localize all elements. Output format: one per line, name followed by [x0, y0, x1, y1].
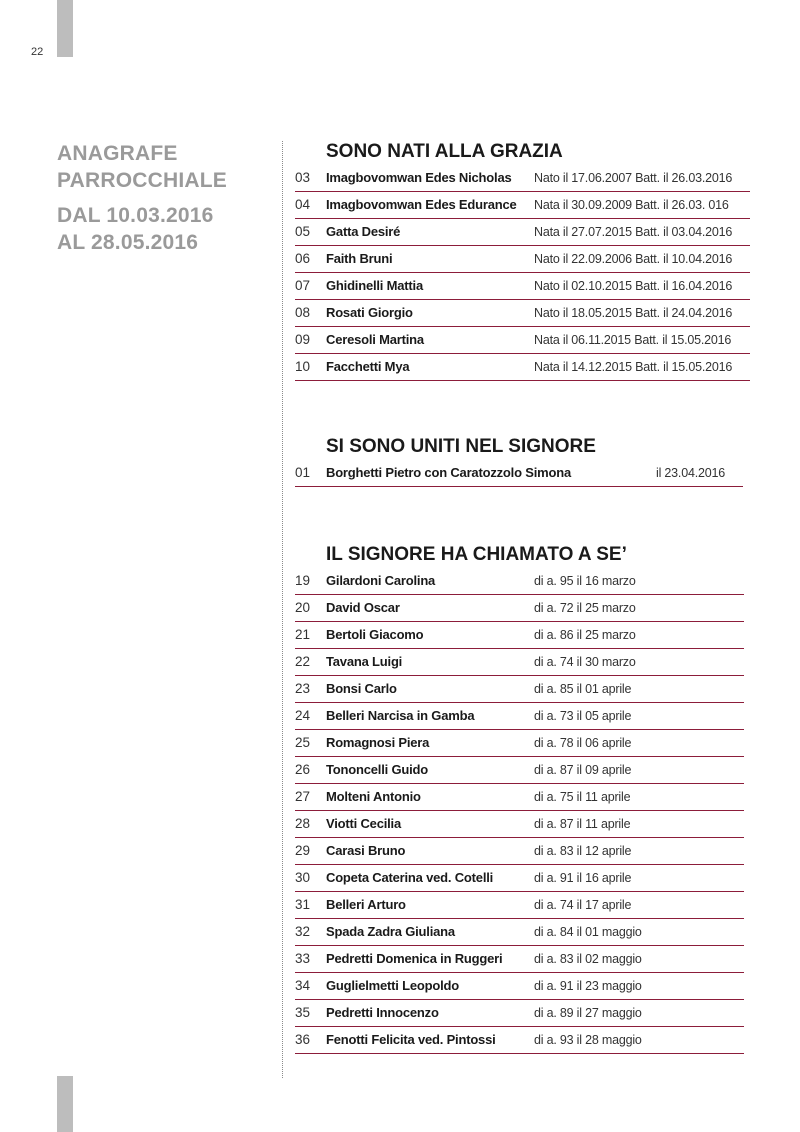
entry-name: Rosati Giorgio	[326, 305, 413, 320]
list-item	[295, 757, 744, 784]
entry-num: 23	[295, 681, 311, 696]
entry-detail: di a. 74 il 30 marzo	[534, 655, 636, 669]
list-item	[295, 1027, 744, 1054]
list-item	[295, 676, 744, 703]
entry-detail: di a. 83 il 12 aprile	[534, 844, 632, 858]
entry-detail: di a. 73 il 05 aprile	[534, 709, 632, 723]
entry-name: Imagbovomwan Edes Edurance	[326, 197, 517, 212]
list-item	[295, 219, 750, 246]
list-item	[295, 622, 744, 649]
entry-num: 08	[295, 305, 311, 320]
entry-detail: Nata il 27.07.2015 Batt. il 03.04.2016	[534, 225, 733, 239]
births-section	[295, 138, 750, 381]
deaths-section	[295, 541, 744, 1054]
entry-num: 01	[295, 465, 311, 480]
entry-num: 04	[295, 197, 311, 212]
sidebar-title	[57, 140, 272, 256]
list-item	[295, 649, 744, 676]
entry-num: 06	[295, 251, 311, 266]
entry-name: Belleri Arturo	[326, 897, 406, 912]
entry-detail: Nata il 14.12.2015 Batt. il 15.05.2016	[534, 360, 733, 374]
entry-num: 25	[295, 735, 311, 750]
entry-name: Fenotti Felicita ved. Pintossi	[326, 1032, 496, 1047]
births-list	[295, 165, 750, 381]
marriages-list	[295, 460, 743, 487]
list-item	[295, 838, 744, 865]
entry-detail: di a. 75 il 11 aprile	[534, 790, 631, 804]
entry-num: 30	[295, 870, 311, 885]
entry-detail: di a. 74 il 17 aprile	[534, 898, 632, 912]
list-item	[295, 946, 744, 973]
marriages-section	[295, 433, 743, 487]
sidebar-range-line-2: AL 28.05.2016	[57, 231, 199, 254]
list-item	[295, 354, 750, 381]
entry-num: 35	[295, 1005, 311, 1020]
list-item	[295, 568, 744, 595]
entry-num: 05	[295, 224, 311, 239]
entry-detail: di a. 89 il 27 maggio	[534, 1006, 642, 1020]
entry-name: Tononcelli Guido	[326, 762, 428, 777]
entry-num: 32	[295, 924, 311, 939]
sidebar-range-line-1: DAL 10.03.2016	[57, 204, 214, 227]
sidebar-title-line-2: PARROCCHIALE	[57, 169, 228, 192]
list-item	[295, 973, 744, 1000]
list-item	[295, 273, 750, 300]
entry-name: Pedretti Domenica in Ruggeri	[326, 951, 503, 966]
entry-num: 34	[295, 978, 311, 993]
entry-detail: di a. 83 il 02 maggio	[534, 952, 642, 966]
entry-num: 31	[295, 897, 311, 912]
list-item	[295, 246, 750, 273]
entry-name: Gatta Desiré	[326, 224, 401, 239]
entry-name: Spada Zadra Giuliana	[326, 924, 455, 939]
entry-name: Faith Bruni	[326, 251, 393, 266]
entry-num: 27	[295, 789, 311, 804]
entry-num: 09	[295, 332, 311, 347]
list-item	[295, 784, 744, 811]
entry-name: Tavana Luigi	[326, 654, 403, 669]
entry-num: 20	[295, 600, 311, 615]
entry-detail: Nato il 18.05.2015 Batt. il 24.04.2016	[534, 306, 733, 320]
list-item	[295, 703, 744, 730]
page-number: 22	[31, 46, 44, 58]
list-item	[295, 192, 750, 219]
entry-detail: di a. 91 il 23 maggio	[534, 979, 642, 993]
entry-num: 28	[295, 816, 311, 831]
entry-detail: di a. 91 il 16 aprile	[534, 871, 632, 885]
list-item	[295, 730, 744, 757]
entry-detail: di a. 87 il 09 aprile	[534, 763, 632, 777]
entry-num: 22	[295, 654, 311, 669]
entry-num: 10	[295, 359, 311, 374]
entry-name: Belleri Narcisa in Gamba	[326, 708, 475, 723]
entry-name: Ghidinelli Mattia	[326, 278, 423, 293]
entry-name: Bonsi Carlo	[326, 681, 397, 696]
entry-name: Molteni Antonio	[326, 789, 421, 804]
list-item	[295, 595, 744, 622]
entry-num: 29	[295, 843, 311, 858]
births-title: SONO NATI ALLA GRAZIA	[326, 141, 563, 162]
entry-num: 07	[295, 278, 311, 293]
entry-detail: Nato il 22.09.2006 Batt. il 10.04.2016	[534, 252, 733, 266]
page-tab-bottom	[57, 1076, 73, 1132]
entry-num: 21	[295, 627, 311, 642]
deaths-list	[295, 568, 744, 1054]
entry-name: Carasi Bruno	[326, 843, 406, 858]
entry-name: Romagnosi Piera	[326, 735, 430, 750]
entry-detail: Nata il 30.09.2009 Batt. il 26.03. 016	[534, 198, 729, 212]
list-item	[295, 1000, 744, 1027]
entry-name: Copeta Caterina ved. Cotelli	[326, 870, 494, 885]
dotted-divider	[282, 141, 283, 1078]
list-item	[295, 300, 750, 327]
list-item	[295, 811, 744, 838]
entry-name: Ceresoli Martina	[326, 332, 424, 347]
list-item	[295, 892, 744, 919]
entry-detail: di a. 95 il 16 marzo	[534, 574, 636, 588]
entry-detail: di a. 93 il 28 maggio	[534, 1033, 642, 1047]
entry-detail: Nato il 17.06.2007 Batt. il 26.03.2016	[534, 171, 733, 185]
entry-detail: Nata il 06.11.2015 Batt. il 15.05.2016	[534, 333, 732, 347]
list-item	[295, 165, 750, 192]
entry-detail: di a. 87 il 11 aprile	[534, 817, 631, 831]
entry-detail: di a. 72 il 25 marzo	[534, 601, 636, 615]
list-item	[295, 865, 744, 892]
entry-num: 36	[295, 1032, 311, 1047]
entry-name: David Oscar	[326, 600, 400, 615]
entry-name: Viotti Cecilia	[326, 816, 401, 831]
entry-name: Guglielmetti Leopoldo	[326, 978, 460, 993]
entry-name: Imagbovomwan Edes Nicholas	[326, 170, 512, 185]
entry-name: Bertoli Giacomo	[326, 627, 424, 642]
entry-detail: di a. 84 il 01 maggio	[534, 925, 642, 939]
list-item	[295, 460, 743, 487]
entry-num: 03	[295, 170, 311, 185]
entry-num: 19	[295, 573, 311, 588]
marriages-title: SI SONO UNITI NEL SIGNORE	[326, 436, 596, 457]
list-item	[295, 327, 750, 354]
entry-name: Borghetti Pietro con Caratozzolo Simona	[326, 465, 571, 480]
entry-detail: di a. 78 il 06 aprile	[534, 736, 632, 750]
entry-name: Pedretti Innocenzo	[326, 1005, 439, 1020]
page-tab-top	[57, 0, 73, 57]
deaths-title: IL SIGNORE HA CHIAMATO A SE’	[326, 544, 627, 565]
sidebar-title-line-1: ANAGRAFE	[57, 142, 178, 165]
entry-detail: di a. 85 il 01 aprile	[534, 682, 632, 696]
list-item	[295, 919, 744, 946]
entry-num: 24	[295, 708, 311, 723]
entry-detail: Nato il 02.10.2015 Batt. il 16.04.2016	[534, 279, 733, 293]
entry-num: 26	[295, 762, 311, 777]
entry-detail: di a. 86 il 25 marzo	[534, 628, 636, 642]
entry-name: Facchetti Mya	[326, 359, 410, 374]
entry-detail: il 23.04.2016	[656, 466, 725, 480]
entry-name: Gilardoni Carolina	[326, 573, 436, 588]
entry-num: 33	[295, 951, 311, 966]
